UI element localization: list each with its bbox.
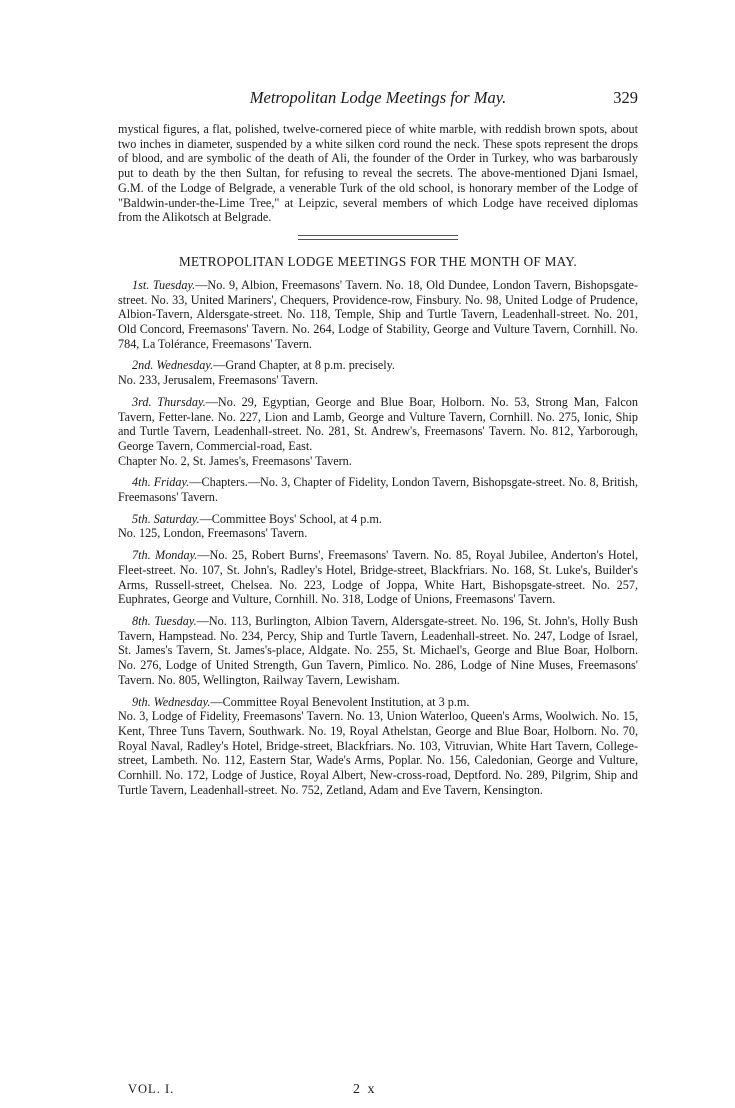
- running-title: Metropolitan Lodge Meetings for May.: [249, 88, 507, 107]
- running-head: [118, 88, 638, 110]
- meeting-day-entry: [118, 695, 638, 798]
- day-label: 7th. Monday.: [132, 548, 198, 563]
- meeting-day-continuation: No. 3, Lodge of Fidelity, Freemasons' Tavern. No. 13, Union Waterloo, Queen's Arms, Woolwich. No. 15, Kent, Three Tuns Tavern, Southwark. No. 19, Royal Athelstan, George and Blue Boar, Holborn. No. 70, Royal Naval, Radley's Hotel, Bridge-street, Blackfriars. No. 103, Vitruvian, White Hart Tavern, College-street, Lambeth. No. 112, Eastern Star, Wade's Arms, Poplar. No. 156, Caledonian, George and Vulture, Cornhill. No. 172, Lodge of Justice, Royal Albert, New-cross-road, Deptford. No. 289, Pilgrim, Ship and Turtle Tavern, Leadenhall-street. No. 752, Zetland, Adam and Eve Tavern, Kensington.: [118, 709, 638, 797]
- meeting-day-paragraph: [118, 475, 638, 504]
- day-text: —Committee Boys' School, at 4 p.m.: [199, 511, 382, 526]
- meeting-day-entry: [118, 358, 638, 387]
- meeting-day-paragraph: [118, 614, 638, 688]
- meeting-day-entry: [118, 548, 638, 607]
- meeting-day-paragraph: [118, 695, 638, 710]
- day-label: 8th. Tuesday.: [132, 613, 197, 628]
- meeting-list: [118, 278, 638, 798]
- meeting-day-entry: [118, 278, 638, 352]
- day-label: 3rd. Thursday.: [132, 394, 206, 409]
- day-text: —Committee Royal Benevolent Institution, at 3 p.m.: [210, 694, 470, 709]
- day-label: 9th. Wednesday.: [132, 694, 211, 709]
- page-body: [118, 122, 638, 804]
- day-label: 5th. Saturday.: [132, 511, 200, 526]
- section-title: METROPOLITAN LODGE MEETINGS FOR THE MONTH OF MAY.: [178, 253, 578, 269]
- meeting-day-paragraph: [118, 548, 638, 607]
- day-text: —No. 9, Albion, Freemasons' Tavern. No. 18, Old Dundee, London Tavern, Bishopsgate-street. No. 33, United Mariners', Chequers, Providence-row, Finsbury. No. 98, United Lodge of Prudence, Albion-Tavern, Aldersgate-street. No. 118, Temple, Ship and Turtle Tavern, Leadenhall-street. No. 201, Old Concord, Freemasons' Tavern. No. 264, Lodge of Stability, George and Vulture Tavern, Cornhill. No. 784, La Tolérance, Freemasons' Tavern.: [118, 277, 639, 351]
- day-text: —No. 29, Egyptian, George and Blue Boar, Holborn. No. 53, Strong Man, Falcon Tavern, Fetter-lane. No. 227, Lion and Lamb, George and Vulture Tavern, Cornhill. No. 275, Ionic, Ship and Turtle Tavern, Leadenhall-street. No. 281, St. Andrew's, Freemasons' Tavern. No. 812, Yarborough, George Tavern, Commercial-road, East.: [118, 394, 638, 453]
- meeting-day-entry: [118, 395, 638, 469]
- meeting-day-paragraph: [118, 512, 638, 527]
- meeting-day-continuation: No. 125, London, Freemasons' Tavern.: [118, 526, 308, 541]
- day-label: 1st. Tuesday.: [132, 277, 196, 292]
- page-number: 329: [613, 88, 638, 107]
- day-text: —Grand Chapter, at 8 p.m. precisely.: [213, 358, 395, 373]
- meeting-day-continuation: No. 233, Jerusalem, Freemasons' Tavern.: [118, 373, 319, 388]
- day-text: —No. 25, Robert Burns', Freemasons' Tavern. No. 85, Royal Jubilee, Anderton's Hotel, Fleet-street. No. 107, St. John's, Radley's Hotel, Bridge-street, Blackfriars. No. 168, St. Luke's, Builder's Arms, Russell-street, Chelsea. No. 223, Lodge of Joppa, White Hart, Bishopsgate-street. No. 257, Euphrates, George and Vulture, Cornhill. No. 318, Lodge of Unions, Freemasons' Tavern.: [118, 548, 638, 607]
- meeting-day-paragraph: [118, 278, 638, 352]
- meeting-day-paragraph: [118, 358, 638, 373]
- day-label: 4th. Friday.: [132, 475, 190, 490]
- meeting-day-entry: [118, 614, 638, 688]
- meeting-day-entry: [118, 475, 638, 504]
- meeting-day-continuation: Chapter No. 2, St. James's, Freemasons' Tavern.: [118, 453, 352, 468]
- intro-paragraph: mystical figures, a flat, polished, twelve-cornered piece of white marble, with reddish brown spots, about two inches in diameter, suspended by a white silken cord round the neck. These spots represent the drops of blood, and are symbolic of the death of Ali, the founder of the Order in Turkey, who was barbarously put to death by the then Sultan, for refusing to reveal the secrets. The above-mentioned Djani Ismael, G.M. of the Lodge of Belgrade, a venerable Turk of the old school, is honorary member of the Lodge of "Baldwin-under-the-Lime Tree," at Leipzic, several members of which Lodge have received diplomas from the Alikotsch at Belgrade.: [118, 122, 638, 225]
- volume-number: VOL. I.: [128, 1082, 175, 1096]
- signature-mark: 2 x: [353, 1082, 377, 1097]
- day-text: —No. 113, Burlington, Albion Tavern, Aldersgate-street. No. 196, St. John's, Holly Bush Tavern, Hampstead. No. 234, Percy, Ship and Turtle Tavern, Leadenhall-street. No. 247, Lodge of Israel, St. James's Tavern, St. James's-place, Aldgate. No. 255, St. Michael's, George and Blue Boar, Holborn. No. 276, Lodge of United Strength, Gun Tavern, Pimlico. No. 286, Lodge of Nine Muses, Freemasons' Tavern. No. 805, Wellington, Railway Tavern, Lewisham.: [118, 613, 638, 687]
- day-label: 2nd. Wednesday.: [132, 358, 214, 373]
- day-text: —Chapters.—No. 3, Chapter of Fidelity, London Tavern, Bishopsgate-street. No. 8, British, Freemasons' Tavern.: [118, 475, 638, 505]
- page-footer: [118, 1082, 638, 1098]
- meeting-day-paragraph: [118, 395, 638, 454]
- meeting-day-entry: [118, 512, 638, 541]
- section-divider: [298, 235, 458, 240]
